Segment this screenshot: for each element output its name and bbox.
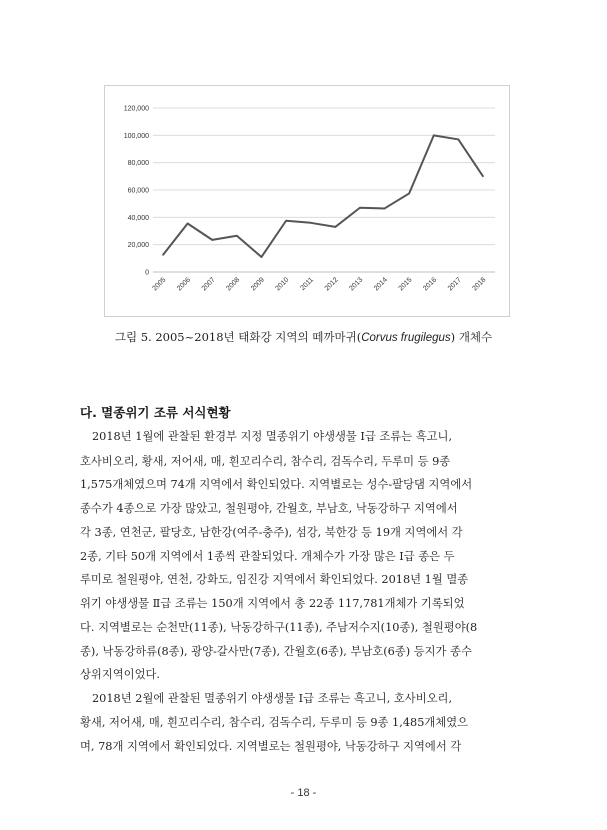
y-tick-label: 100,000	[123, 132, 149, 140]
paragraph-line: 2018년 1월에 관찰된 환경부 지정 멸종위기 야생생물 Ⅰ급 조류는 흑고니,	[92, 430, 453, 443]
caption-suffix: ) 개체수	[450, 330, 493, 344]
data-point	[261, 256, 263, 258]
data-point	[359, 207, 361, 209]
page-number: - 18 -	[290, 787, 317, 799]
paragraph-line: 황새, 저어새, 매, 흰꼬리수리, 참수리, 검독수리, 두루미 등 9종 1,485개체였으	[80, 716, 469, 729]
x-tick-label: 2007	[200, 276, 217, 293]
y-tick-label: 40,000	[127, 214, 149, 222]
y-tick-label: 20,000	[127, 242, 149, 250]
caption-prefix: 그림 5. 2005~2018년 태화강 지역의 떼까마귀(	[114, 330, 362, 344]
x-tick-label: 2009	[249, 276, 266, 293]
data-point	[310, 222, 312, 224]
x-tick-label: 2012	[323, 276, 340, 293]
x-tick-label: 2018	[471, 276, 488, 293]
data-point	[236, 235, 238, 237]
data-point	[211, 239, 213, 241]
chart-svg	[105, 86, 509, 316]
x-tick-label: 2017	[446, 276, 463, 293]
paragraph-line: 루미로 철원평야, 연천, 강화도, 임진강 지역에서 확인되었다. 2018년 1월 멸종	[80, 573, 469, 586]
data-point	[384, 208, 386, 210]
paragraph-line: 위기 야생생물 Ⅱ급 조류는 150개 지역에서 총 22종 117,781개체가 기록되었	[80, 597, 465, 610]
data-point	[433, 135, 435, 137]
x-tick-label: 2011	[299, 276, 316, 293]
x-tick-label: 2006	[176, 276, 193, 293]
paragraph-line: 상위지역이었다.	[80, 668, 160, 681]
x-tick-label: 2010	[274, 276, 291, 293]
data-point	[458, 139, 460, 141]
y-tick-label: 80,000	[127, 160, 149, 168]
data-point	[335, 226, 337, 228]
y-tick-label: 0	[145, 269, 149, 277]
y-tick-label: 60,000	[127, 187, 149, 195]
paragraph-line: 종), 낙동강하류(8종), 광양-갈사만(7종), 간월호(6종), 부남호(6종) 등지가 종수	[80, 645, 472, 658]
data-point	[162, 254, 164, 256]
caption-species: Corvus frugilegus	[361, 332, 451, 344]
paragraph-line: 호사비오리, 황새, 저어새, 매, 흰꼬리수리, 참수리, 검독수리, 두루미 등 9종	[80, 455, 451, 468]
x-tick-label: 2008	[225, 276, 242, 293]
data-point	[408, 193, 410, 195]
x-tick-label: 2014	[372, 276, 389, 293]
paragraph-line: 각 3종, 연천군, 팔당호, 남한강(여주-충주), 섬강, 북한강 등 19개 지역에서 각	[80, 526, 463, 539]
paragraph-line: 며, 78개 지역에서 확인되었다. 지역별로는 철원평야, 낙동강하구 지역에서 각	[80, 740, 462, 753]
paragraph-line: 2종, 기타 50개 지역에서 1종씩 관찰되었다. 개체수가 가장 많은 Ⅰ급 종은 두	[80, 550, 455, 563]
data-point	[187, 223, 189, 225]
paragraph-line: 1,575개체였으며 74개 지역에서 확인되었다. 지역별로는 성수-팔당댐 지역에서	[80, 478, 473, 491]
data-point	[285, 220, 287, 222]
data-point	[482, 176, 484, 178]
figure-caption	[0, 329, 607, 345]
x-tick-label: 2013	[348, 276, 365, 293]
paragraph-line: 다. 지역별로는 순천만(11종), 낙동강하구(11종), 주남저수지(10종), 철원평야(8	[80, 621, 478, 634]
x-tick-label: 2015	[397, 276, 414, 293]
paragraph-line: 2018년 2월에 관찰된 멸종위기 야생생물 Ⅰ급 조류는 흑고니, 호사비오리,	[92, 692, 453, 705]
y-tick-label: 120,000	[123, 105, 149, 113]
line-chart	[104, 85, 510, 317]
paragraph-line: 종수가 4종으로 가장 많았고, 철원평야, 간월호, 부남호, 낙동강하구 지역에서	[80, 502, 458, 515]
series-line	[163, 135, 483, 257]
x-tick-label: 2005	[151, 276, 168, 293]
x-tick-label: 2016	[422, 276, 439, 293]
section-heading: 다. 멸종위기 조류 서식현황	[80, 405, 231, 420]
